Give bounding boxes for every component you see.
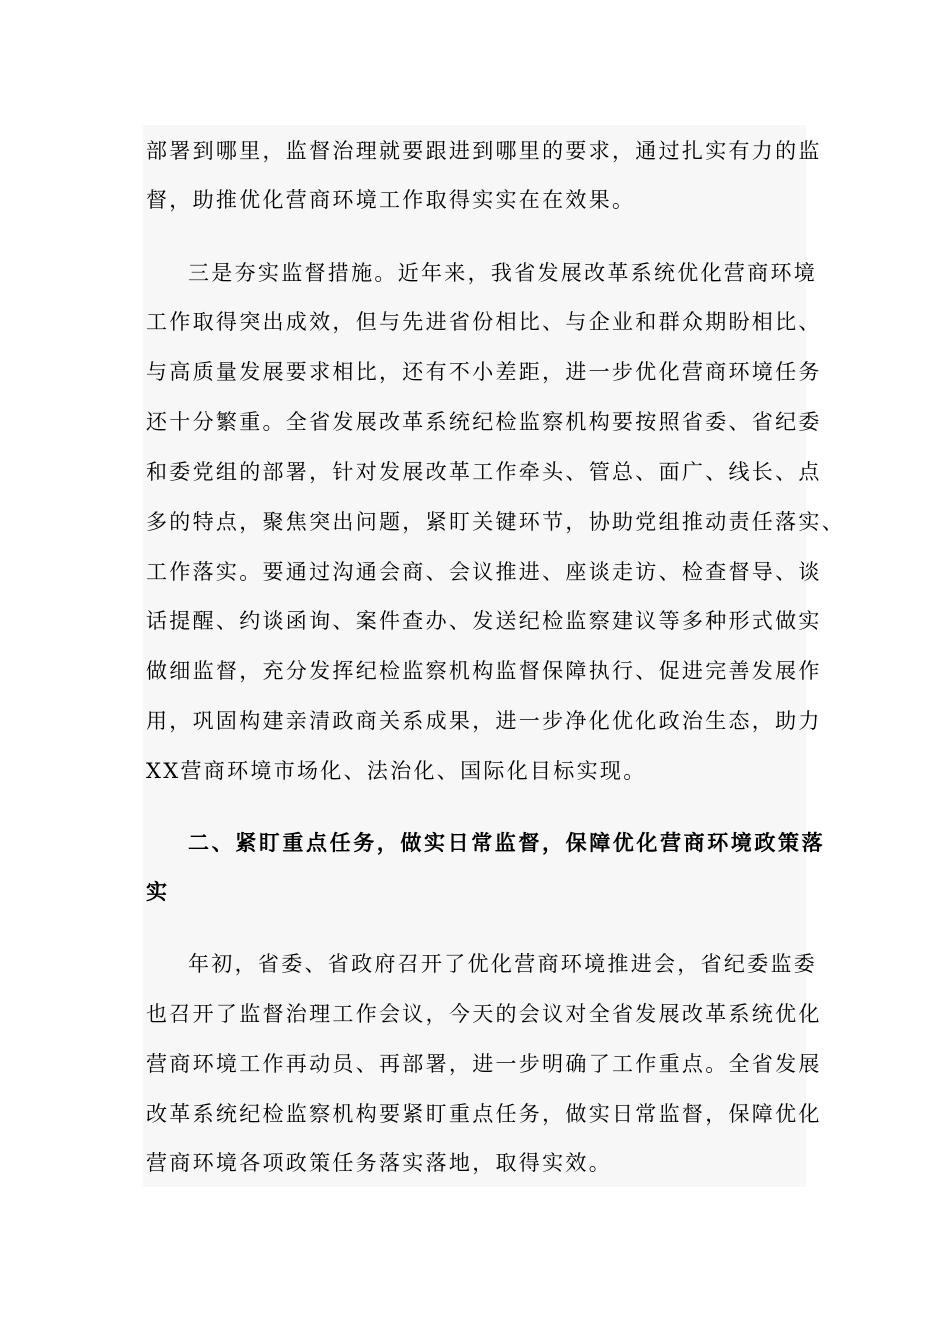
- paragraph-2-line-8: 话提醒、约谈函询、案件查办、发送纪检监察建议等多种形式做实: [146, 609, 822, 633]
- paragraph-3-line-4: 改革系统纪检监察机构要紧盯重点任务，做实日常监督，保障优化: [146, 1102, 822, 1126]
- paragraph-2-line-1: 三是夯实监督措施。近年来，我省发展改革系统优化营商环境: [188, 261, 818, 285]
- paragraph-2-line-11: XX营商环境市场化、法治化、国际化目标实现。: [146, 759, 647, 783]
- paragraph-3-line-3: 营商环境工作再动员、再部署，进一步明确了工作重点。全省发展: [146, 1052, 822, 1076]
- paragraph-2-line-6: 多的特点，聚焦突出问题，紧盯关键环节，协助党组推动责任落实、: [146, 510, 845, 534]
- paragraph-2-line-10: 用，巩固构建亲清政商关系成果，进一步净化优化政治生态，助力: [146, 709, 822, 733]
- section-heading-line-2: 实: [146, 879, 170, 904]
- paragraph-2-line-4: 还十分繁重。全省发展改革系统纪检监察机构要按照省委、省纪委: [146, 410, 822, 434]
- paragraph-3-line-5: 营商环境各项政策任务落实落地，取得实效。: [146, 1151, 612, 1175]
- paragraph-2-line-7: 工作落实。要通过沟通会商、会议推进、座谈走访、检查督导、谈: [146, 560, 822, 584]
- paragraph-2-line-3: 与高质量发展要求相比，还有不小差距，进一步优化营商环境任务: [146, 360, 822, 384]
- paragraph-2-line-2: 工作取得突出成效，但与先进省份相比、与企业和群众期盼相比、: [146, 310, 822, 334]
- paragraph-3-line-2: 也召开了监督治理工作会议，今天的会议对全省发展改革系统优化: [146, 1002, 822, 1026]
- section-heading-line-1: 二、紧盯重点任务，做实日常监督，保障优化营商环境政策落: [188, 830, 826, 855]
- paragraph-2-line-9: 做细监督，充分发挥纪检监察机构监督保障执行、促进完善发展作: [146, 659, 822, 683]
- paragraph-3-line-1: 年初，省委、省政府召开了优化营商环境推进会，省纪委监委: [188, 952, 818, 976]
- paragraph-1-line-2: 督，助推优化营商环境工作取得实实在在效果。: [146, 188, 636, 212]
- paragraph-2-line-5: 和委党组的部署，针对发展改革工作牵头、管总、面广、线长、点: [146, 460, 822, 484]
- paragraph-1-line-1: 部署到哪里，监督治理就要跟进到哪里的要求，通过扎实有力的监: [146, 139, 822, 163]
